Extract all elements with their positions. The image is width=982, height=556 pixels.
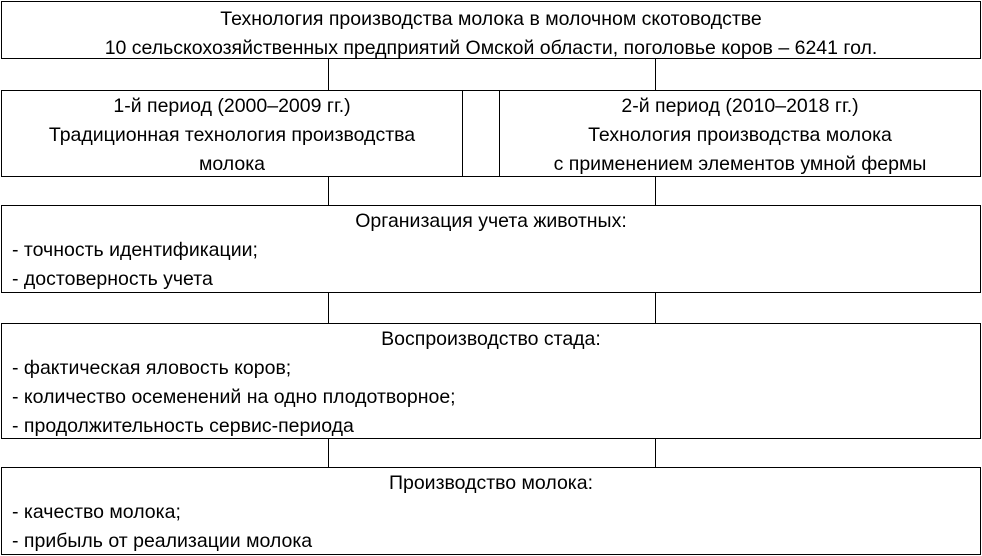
list-item: - достоверность учета <box>12 268 213 290</box>
list-item: - количество осеменений на одно плодотворное; <box>12 386 456 408</box>
period-1-line: Традиционная технология производства <box>48 124 416 146</box>
connector-line <box>328 59 329 90</box>
period-divider-box <box>462 90 500 177</box>
section-title: Воспроизводство стада: <box>381 328 601 350</box>
period-2-line: с применением элементов умной фермы <box>553 153 927 175</box>
section-title: Организация учета животных: <box>355 210 627 232</box>
milk-production-box <box>1 467 981 555</box>
header-title: Технология производства молока в молочном скотоводстве <box>220 8 762 30</box>
animal-accounting-box <box>1 205 981 293</box>
herd-reproduction-box <box>1 323 981 439</box>
connector-line <box>655 59 656 90</box>
section-title: Производство молока: <box>388 472 594 494</box>
connector-line <box>655 439 656 467</box>
header-subtitle: 10 сельскохозяйственных предприятий Омской области, поголовье коров – 6241 гол. <box>104 37 878 59</box>
period-2-box <box>499 90 981 177</box>
header-box <box>1 1 981 59</box>
connector-line <box>655 293 656 323</box>
list-item: - фактическая яловость коров; <box>12 357 292 379</box>
list-item: - прибыль от реализации молока <box>12 530 313 552</box>
list-item: - точность идентификации; <box>12 239 258 261</box>
period-2-title: 2-й период (2010–2018 гг.) <box>621 95 859 117</box>
period-1-line: молока <box>198 153 266 175</box>
period-1-box <box>1 90 463 177</box>
period-2-line: Технология производства молока <box>588 124 892 146</box>
connector-line <box>328 293 329 323</box>
connector-line <box>328 177 329 205</box>
list-item: - продолжительность сервис-периода <box>12 415 354 437</box>
connector-line <box>655 177 656 205</box>
period-1-title: 1-й период (2000–2009 гг.) <box>113 95 351 117</box>
list-item: - качество молока; <box>12 501 181 523</box>
connector-line <box>328 439 329 467</box>
